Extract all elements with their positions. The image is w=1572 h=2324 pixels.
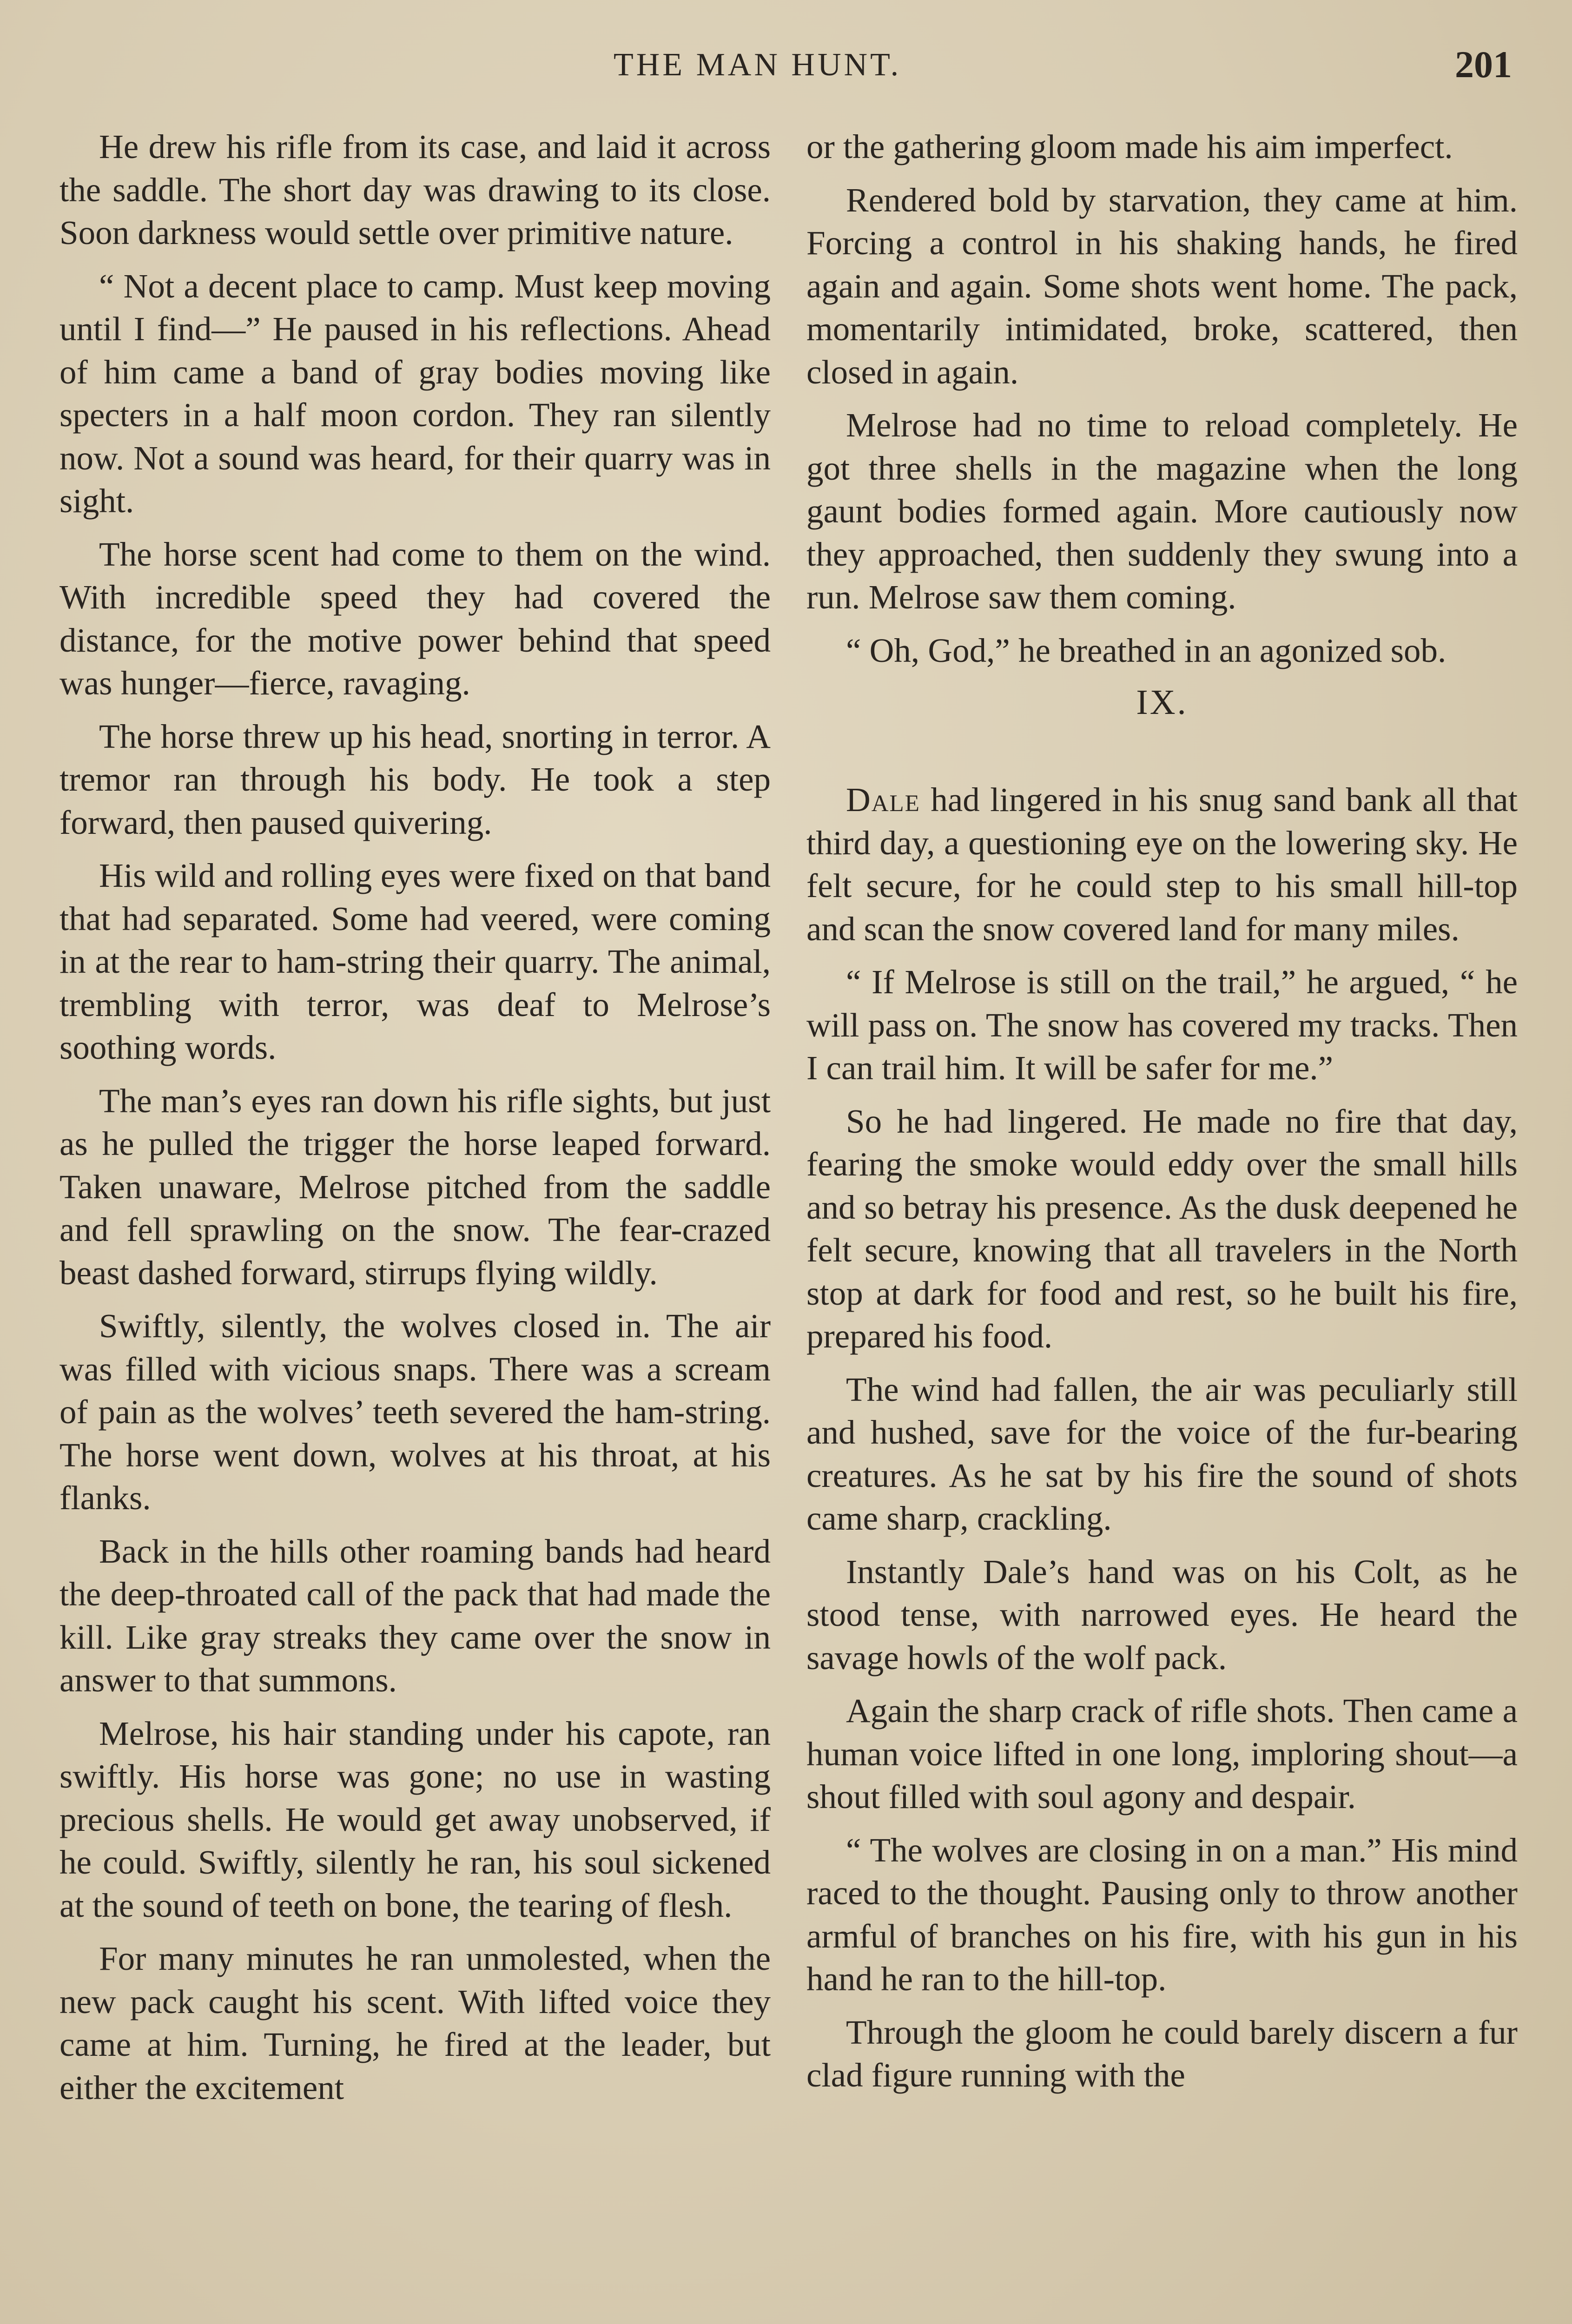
paragraph: His wild and rolling eyes were fixed on that band that had separated. Some had veered, were coming in at the rear to ham-string their quarry. The animal, trembling with terror, was deaf to Melrose’s soothing words. bbox=[59, 857, 771, 1066]
paragraph: “ Not a decent place to camp. Must keep moving until I find—” He paused in his reflections. Ahead of him came a band of gray bodies moving like specters in a half moon cordon. They ran silently now. Not a sound was heard, for their quarry was in sight. bbox=[59, 267, 771, 520]
paragraph: “ The wolves are closing in on a man.” His mind raced to the thought. Pausing only to throw another armful of branches on his fire, with his gun in his hand he ran to the hill-top. bbox=[806, 1831, 1518, 1998]
paragraph: The horse scent had come to them on the wind. With incredible speed they had covered the distance, for the motive power behind that speed was hunger—fierce, ravaging. bbox=[59, 535, 771, 702]
paragraph: Through the gloom he could barely discern a fur clad figure running with the bbox=[806, 2013, 1518, 2094]
paragraph: The wind had fallen, the air was peculiarly still and hushed, save for the voice of the fur-bearing creatures. As he sat by his fire the sound of shots came sharp, crackling. bbox=[806, 1370, 1518, 1537]
paragraph: “ Oh, God,” he breathed in an agonized sob. bbox=[846, 631, 1447, 669]
chapter-first-word: Dale bbox=[846, 781, 920, 819]
running-title: THE MAN HUNT. bbox=[614, 47, 902, 83]
page-header bbox=[0, 43, 1572, 102]
paragraph: The horse threw up his head, snorting in terror. A tremor ran through his body. He took a step forward, then paused quivering. bbox=[59, 717, 771, 841]
paragraph: Melrose had no time to reload completely. He got three shells in the magazine when the long gaunt bodies formed again. More cautiously now they approached, then suddenly they swung into a run. Melrose saw them coming. bbox=[806, 406, 1518, 616]
paragraph: So he had lingered. He made no fire that day, fearing the smoke would eddy over the small hills and so betray his presence. As the dusk deepened he felt secure, knowing that all travelers in the North stop at dark for food and rest, so he built his fire, prepared his food. bbox=[806, 1102, 1518, 1355]
chapter-first-rest: had lingered in his snug sand bank all that third day, a questioning eye on the lowering sky. He felt secure, for he could step to his small hill-top and scan the snow covered land for many miles. bbox=[806, 781, 1518, 948]
chapter-heading: IX. bbox=[1136, 683, 1188, 722]
page-number: 201 bbox=[1455, 43, 1512, 86]
paragraph: Rendered bold by starvation, they came at him. Forcing a control in his shaking hands, he fired again and again. Some shots went home. The pack, momentarily intimidated, broke, scattered, then closed in again. bbox=[806, 181, 1518, 391]
paragraph: “ If Melrose is still on the trail,” he argued, “ he will pass on. The snow has covered my tracks. Then I can trail him. It will be safer for me.” bbox=[806, 963, 1518, 1087]
chapter-opening-paragraph bbox=[806, 779, 1518, 951]
paragraph: or the gathering gloom made his aim imperfect. bbox=[806, 128, 1453, 165]
paragraph: Melrose, his hair standing under his capote, ran swiftly. His horse was gone; no use in wasting precious shells. He would get away unobserved, if he could. Swiftly, silently he ran, his soul sickened at the sound of teeth on bone, the tearing of flesh. bbox=[59, 1714, 771, 1924]
paragraph: He drew his rifle from its case, and laid it across the saddle. The short day was drawing to its close. Soon darkness would settle over primitive nature. bbox=[59, 128, 771, 251]
left-column bbox=[59, 125, 771, 2324]
paragraph: Swiftly, silently, the wolves closed in. The air was filled with vicious snaps. There was a scream of pain as the wolves’ teeth severed the ham-string. The horse went down, wolves at his throat, at his flanks. bbox=[59, 1307, 771, 1517]
paragraph: The man’s eyes ran down his rifle sights, but just as he pulled the trigger the horse leaped forward. Taken unaware, Melrose pitched from the saddle and fell sprawling on the snow. The fear-crazed beast dashed forward, stirrups flying wildly. bbox=[59, 1082, 771, 1292]
right-column bbox=[806, 125, 1518, 2324]
paragraph: Instantly Dale’s hand was on his Colt, as he stood tense, with narrowed eyes. He heard the savage howls of the wolf pack. bbox=[806, 1552, 1518, 1677]
paragraph: Back in the hills other roaming bands had heard the deep-throated call of the pack that had made the kill. Like gray streaks they came over the snow in answer to that summons. bbox=[59, 1532, 771, 1699]
paragraph: Again the sharp crack of rifle shots. Then came a human voice lifted in one long, imploring shout—a shout filled with soul agony and despair. bbox=[806, 1692, 1518, 1816]
paragraph: For many minutes he ran unmolested, when the new pack caught his scent. With lifted voice they came at him. Turning, he fired at the leader, but either the excitement bbox=[59, 1940, 771, 2106]
